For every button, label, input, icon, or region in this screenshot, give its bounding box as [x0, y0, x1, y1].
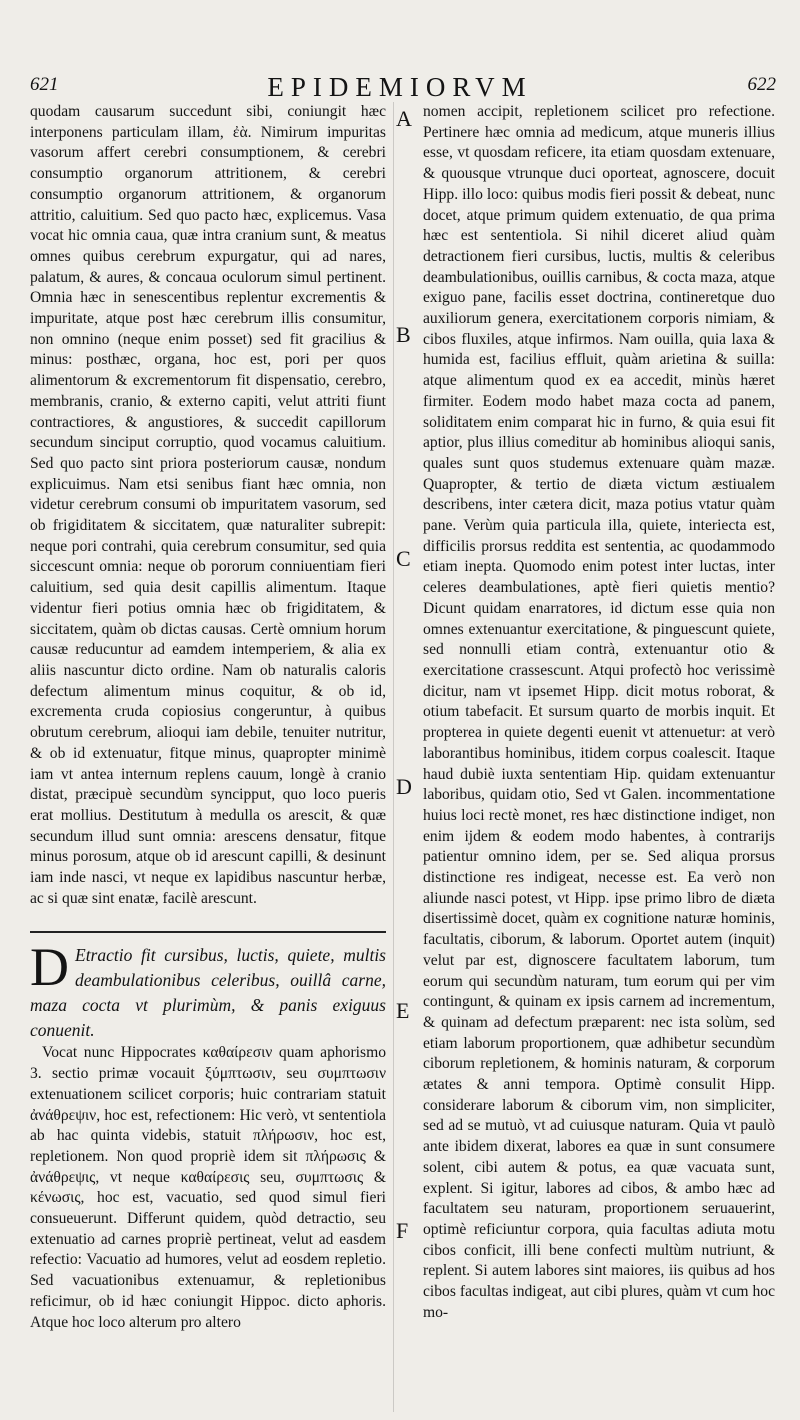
aphorism-text: Etractio fit cursibus, luctis, quiete, multis deambulationibus celeribus, ouillâ carne, maza cocta vt plurimùm, & panis exiguus conuenit. — [30, 945, 386, 1041]
section-rule — [30, 931, 386, 933]
commentary-paragraph: nomen accipit, repletionem scilicet pro refectione. Pertinere hæc omnia ad medicum, atque muneris illius esse, vt quosdam reficere, ita etiam quosdam extenuare, & quousque vtrunque duci oporteat, agnoscere, docuit Hipp. illo loco: quibus modis fieri possit & debeat, nunc docet, atque primum quidem extenuatio, de qua prima hæc est sententiola. Si nihil diceret aliud quàm detractionem fieri cursibus, luctis, multis & celeribus deambulationibus, ouillis carnibus, & cocta maza, atque exiguo pane, facilis esset doctrina, contineretque duo auxiliorum genera, exercitationem corporis nimiam, & cibos fluxiles, atque infirmos. Nam ouilla, quia laxa & humida est, facilius effluit, quàm arietina & suilla: atque alimentum quod ex ea accedit, minùs hæret firmiter. Eodem modo habet maza cocta ad panem, soliditatem enim comparat hic in furno, & quia esui fit aptior, plus illius comeditur ab hominibus alioqui sanis, quales sunt quos studemus extenuare quàm mazæ. Quapropter, & tertio de diæta victum æstiualem describens, inter cætera dicit, maza potius vtatur quàm pane. Verùm quia particula illa, quiete, interiecta est, difficilis prorsus reddita est sententia, ac quodammodo etiam inepta. Quomodo enim potest inter luctas, inter celeres deambulationes, aptè fieri quietis mentio? Dicunt quidam enarratores, id dictum esse quia non omnes extenuantur exercitatione, & pinguescunt quiete, sed nonnulli etiam contrà, extenuantur otio & exercitatione crassescunt. Atqui profectò hoc verissimè dicitur, nam vt ipsemet Hipp. dicit motus roborat, & otium tabefacit. Et sursum quarto de morbis inquit. Et propterea in quiete degenti euenit vt attenuetur: at verò laborantibus hominibus, itidem corpus coalescit. Itaque haud dubiè iuxta sententiam Hip. quidam extenuantur laboribus, quidam otio, Sed vt Galen. incommentatione huius loci rectè monet, res hæc distinctione indiget, non enim ijdem & eodem modo habentes, à contrarijs patientur omnino idem, per se. Sed aliqua prorsus distinctione res indigeat, necesse est. Ea verò non aliunde nasci potest, vt Hipp. ipse primo libro de diæta disertissimè docet, quàm ex cognitione naturæ hominis, facultatis, ciborum, & laborum. Oportet autem (inquit) velut par est, dignoscere facultatem laborum, tum eorum qui secundùm naturam, tum eorum qui per vim contingunt, & quinam ex ipsis carnem ad incrementum, & quinam ad defectum præparent: nec ista solùm, sed etiam laborum proportionem, quæ adhibetur secundùm ciborum repletionem, & hominis naturam, & corporum ætates & anni tempora. Optimè consulit Hipp. considerare laborum & ciborum vim, non simpliciter, sed ad se mutuò, vt ad cuiusque naturam. Quia vt paulò ante ibidem dixerat, labores ea quæ in sunt consumere solent, cibi autem & potus, ea quæ vacuata sunt, explent. Si igitur, labores ad cibos, & ambo hæc ad facultatem seu naturam, proportionem seruauerint, optimè reficiuntur corpora, quia facultas adiuta motu cibos conficit, illi bene confecti multùm nutriunt, & replent. Si autem labores sint maiores, iis quibus ad hos cibos facultas indigeat, aut cibi plures, quàm vt cum hoc mo- — [423, 103, 775, 1321]
left-text-column — [30, 102, 386, 1333]
drop-cap: D — [30, 937, 69, 998]
margin-marker-b: B — [396, 322, 411, 347]
margin-marker-e: E — [396, 998, 410, 1023]
aphorism-summary — [30, 937, 386, 1043]
margin-marker-c: C — [396, 546, 411, 571]
margin-marker-f: F — [396, 1218, 409, 1243]
commentary-paragraph: Vocat nunc Hippocrates καθαίρεσιν quam aphorismo 3. sectio primæ vocauit ξύμπτωσιν, seu συμπτωσιν extenuationem scilicet corporis; huic contrariam statuit ἀνάθρεψιν, hoc est, refectionem: Hic verò, vt sententiola ab hac quinta videbis, statuit πλήρωσιν, hoc est, repletionem. Non quod propriè idem sit πλήρωσις & ἀνάθρεψις, vt neque καθαίρεσις seu, συμπτωσις & κένωσις, hoc est, vacuatio, sed quod simul fieri consueuerunt. Differunt quidem, quòd detractio, seu extenuatio ad carnes propriè pertineat, velut ad easdem refectio: Vacuatio ad humores, velut ad eosdem repletio. Sed vacuationibus extenuamur, & repletionibus reficimur, ob id hæc coniungit Hippoc. dicto aphoris. Atque hoc loco alterum pro altero — [30, 1044, 386, 1331]
commentary-paragraph: quodam causarum succedunt sibi, coniungit hæc interponens particulam illam, ἐὰ. Nimirum impuritas vasorum affert cerebri consumptionem, & cerebri consumptio organorum attritionem, & cerebri consumptio organorum attritionem, & organorum attritio, caluitium. Sed quo pacto hæc, explicemus. Vasa vocat hic omnia caua, quæ intra cranium sunt, & meatus omnes quibus cerebrum expurgatur, qui ad nares, palatum, & aures, & concaua oculorum simul pertinent. Omnia hæc in senescentibus replentur excrementis & impuritate, atque post hæc cerebrum illis consumitur, non omnino (neque enim posset) sed fit gracilius & minus: posthæc, organa, hoc est, pori per quos alimentorum & excrementorum fit dispensatio, cerebro, membranis, cranio, & externo capiti, velut attriti fiunt contractiores, & angustiores, & succedit capillorum secundum sinciput corruptio, quod vocamus caluitium. Sed quo pacto sint priora posteriorum causæ, nondum explicuimus. Nam etsi senibus fiant hæc omnia, non videtur cerebrum consumi ob impuritatem vasorum, sed ob frigiditatem & siccitatem, quæ naturaliter subrepit: neque pori contrahi, quia cerebrum consumitur, sed quia siccescunt omnia: neque ob pororum conniuentiam fieri caluitium, sed quia desit capillis alimentum. Itaque videntur fieri potius omnia hæc ob frigiditatem, & siccitatem, quàm ob dictas causas. Certè omnium horum causæ reducuntur ad eamdem intemperiem, & alia ex aliis nascuntur dicto ordine. Nam ob naturalis caloris defectum alimentum minus coquitur, & ob id, excrementa cruda copiosius congeruntur, à quibus obrutum cerebrum, alioqui iam debile, tenuiter nutritur, & ob id extenuatur, fitque minus, quapropter minimè iam vt antea internum replens cauum, longè à cranio distat, præcipuè secundùm syncipput, quo loco pueris erat mollius. Destitutum à medulla os arescit, & quæ secundum illud sunt omnia: arescens densatur, fitque minus porosum, atque ob id arescunt capilli, & desinunt iam inde nasci, vt neque ex lapidibus nascuntur herbæ, ac si quæ sint enatæ, facilè arescunt. — [30, 103, 386, 907]
margin-marker-a: A — [396, 106, 412, 131]
margin-marker-d: D — [396, 774, 412, 799]
left-page-number: 621 — [30, 74, 59, 95]
right-text-column — [423, 102, 775, 1323]
margin-gutter — [392, 100, 420, 1420]
running-title: EPIDEMIORVM — [267, 72, 533, 102]
right-page-number: 622 — [747, 74, 776, 95]
